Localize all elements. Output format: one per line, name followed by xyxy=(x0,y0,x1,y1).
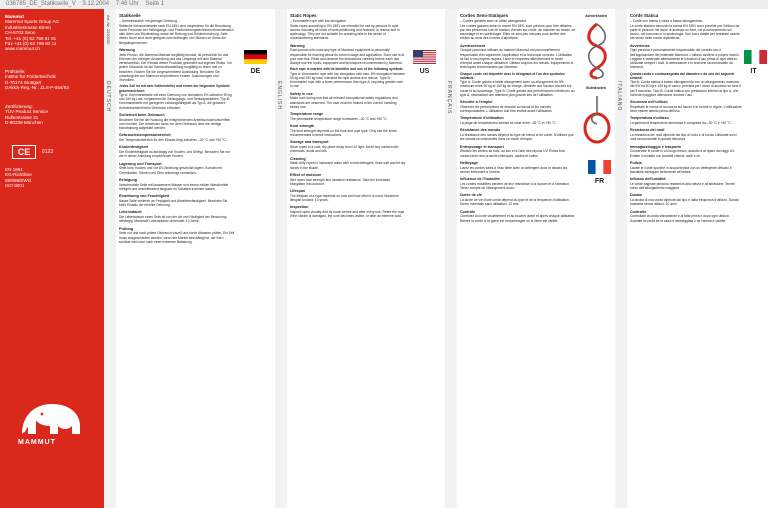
col-heading: Gebrauchstemperaturbereich xyxy=(119,133,171,138)
col-para: Les cordes gainées selon la norme EN 1891 sont prévues pour être utilisées par des personnes lors de travaux d'accès sur corde, de maintien au travail, de sauvetage et en spéléologie. Elles ne sont pas conçues pour arrêter des chutes au sens des normes d'alpinisme. xyxy=(460,23,576,41)
lang-strip-fr xyxy=(445,9,457,508)
col-heading: Durée de vie xyxy=(460,193,482,198)
company-line: Mammut xyxy=(5,14,24,19)
testing-line: D-70174 Stuttgart xyxy=(5,79,42,85)
article-number: Art.-Nr. 2220000 xyxy=(106,15,111,45)
col-heading: Lebensdauer xyxy=(119,210,142,215)
certification-body xyxy=(5,104,48,126)
col-para: Stockez les cordes au frais, au sec et à l'abri des rayons UV. Évitez tout contact avec des produits chimiques, acides et huiles. xyxy=(460,149,565,158)
testing-line: DAkkS-Reg.-Nr.: ZLS-P-054/93 xyxy=(5,85,69,91)
flag-it-icon xyxy=(744,50,767,64)
column-italian xyxy=(630,14,742,223)
figure-eight-knot-icon xyxy=(582,22,612,80)
lang-label-fr: FRANÇAIS xyxy=(446,81,452,115)
flag-us-icon xyxy=(413,50,436,64)
col-heading: Avvertenza xyxy=(630,43,650,48)
slug-text: 036785_DE_Statikseile_V 3.12.2004 7:46 Uhr Seite 1 xyxy=(6,1,165,7)
col-subtitle: – Gemeinfasslich mit geringer Dehnung xyxy=(119,19,177,24)
col-para: The lifespan of a rope depends on how and how often it is used. Maximum lifespan unused: 10 years. xyxy=(290,193,399,202)
col-para: La plage de températures admise se situe entre –30 °C et +50 °C. xyxy=(460,121,557,125)
company-line: www.mammut.ch xyxy=(5,46,40,52)
col-heading: Cleaning xyxy=(290,156,306,161)
norm-list xyxy=(5,167,32,189)
col-para: The permissible temperature range is between –30 °C and +50 °C. xyxy=(290,116,388,121)
col-subtitle: – Kernmantel rope with low elongation xyxy=(290,19,346,24)
cert-line: Zertifizierung: xyxy=(5,104,33,109)
col-para: La durée de vie d'une corde dépend du type et de la fréquence d'utilisation. Durée maximale sans utilisation: 10 ans. xyxy=(460,198,570,207)
col-subtitle: – Corde con anima e calza a basso allungamento xyxy=(630,19,703,24)
cert-line: Ridlerstrasse 31 xyxy=(5,114,39,120)
col-para: Die Lebensdauer eines Seils ist von der Art und Häufigkeit der Benutzung abhängig. Maximale Lebensdauer unbenutzt: 10 Jahre. xyxy=(119,215,227,224)
ce-number: 0123 xyxy=(42,149,54,155)
col-heading: Influsso dell'umidità xyxy=(630,177,666,181)
col-title: Statikseile xyxy=(119,13,141,18)
col-para: Wash dirty ropes in lukewarm water with a mild detergent, rinse well and let dry slowly in the shade. xyxy=(290,161,406,170)
col-heading: Warning xyxy=(290,43,305,48)
col-para: Controllate la corda visivamente e al tatto prima e dopo ogni utilizzo. Scartate la corda se la calza è danneggiata o se l'anima è visibile. xyxy=(630,214,730,223)
testing-line: Prüfstelle: xyxy=(5,69,26,74)
cert-line: D-80339 München xyxy=(5,120,43,126)
col-heading: Nettoyage xyxy=(460,160,478,165)
col-para: Each person who uses any type of Mammut equipment is personally responsible for learning about its correct usage and application. Such use is at your own risk. Read and observe the instructions carefully before each use. Always use the knots, equipment and techniques recommended by Mammut. xyxy=(290,48,405,65)
col-para: Verschmutzte Seile mit lauwarmem Wasser und einem milden Waschmittel reinigen und anschliessend langsam im Schatten trocknen lassen. xyxy=(119,182,229,191)
lang-label-en: ENGLISH xyxy=(276,81,282,110)
col-para: La durata di una corda dipende dal tipo e dalla frequenza d'utilizzo. Durata massima senza utilizzo: 10 anni. xyxy=(630,198,739,207)
col-para: La résistance des nœuds dépend du type de nœud et de corde. N'utilisez que les nœuds recommandés dans ce mode d'emploi. xyxy=(460,133,574,142)
company-address xyxy=(5,14,59,52)
col-heading: Safety in use xyxy=(290,91,313,96)
company-line: Fax +41 (0) 62 769 83 11 xyxy=(5,41,57,47)
column-english xyxy=(290,14,406,219)
col-para: Typ A: Kernmantelseile mit einer Dehnung von höchstens 5% zwischen 50 kg und 150 kg Last, vorgesehen für Seilzugangs- und Rettungsarbeiten. Typ B: Kernmantelseile mit geringerer Leistungsfähigkeit als Typ A, die grössere Aufmerksamkeit beim Gebrauch erfordern. xyxy=(119,92,232,110)
ce-mark: CE xyxy=(12,145,36,159)
col-para: Lavate le corde sporche in acqua tiepida con un detergente delicato e lasciatele asciugare lentamente all'ombra. xyxy=(630,165,732,174)
lang-strip-en xyxy=(275,9,287,508)
col-para: Nasse Seile verlieren an Festigkeit und Abriebbeständigkeit. Beachten Sie beim Einsatz die erhöhte Dehnung. xyxy=(119,198,228,207)
col-heading: Sicurezza nell'utilizzo xyxy=(630,100,668,104)
col-heading: Prüfung xyxy=(119,226,134,231)
col-para: Seile vor und nach jedem Gebrauch visuell und durch Abtasten prüfen. Ein Seil muss ausgeschieden werden, wenn der Mantel beschädigt ist, der Kern sichtbar wird oder nach einer extremen Belastung. xyxy=(119,231,235,244)
col-heading: Lagerung und Transport xyxy=(119,161,162,166)
column-french xyxy=(460,14,576,223)
knot-title-figure-eight: Achterknoten xyxy=(585,14,607,18)
col-heading: Avertissement xyxy=(460,43,486,48)
col-para: Rispettate le norme di sicurezza sul lavoro e le norme in vigore. L'utilizzatore deve essere istruito prima dell'uso. xyxy=(630,104,742,113)
col-para: Jede Person, die Mammut Material sorgfältig benutzt, ist persönlich für das Erlernen der richtigen Anwendung und des Umgangs mit dem Material verantwortlich. Der Einsatz dieser Produkte geschieht auf eigenes Risiko. Vor jedem Gebrauch ist die Gebrauchsanleitung sorgfältig zu lesen und zu beachten. Nutzen Sie die vorgeschriebene Ausbildung. Benutzen Sie unbedingt die von Mammut empfohlenen Knoten, Ausrüstungen und Techniken. xyxy=(119,52,232,82)
col-heading: Immagazzinaggio e trasporto xyxy=(630,144,682,149)
col-para: Beachten Sie bei der Nutzung die entsprechenden Arbeitsschutzvorschriften und Normen. Der Anwender muss vor dem Gebrauch über die richtige Handhabung aufgeklärt werden. xyxy=(119,117,231,130)
col-heading: Durata xyxy=(630,193,642,198)
col-heading: Storage and transport xyxy=(290,140,329,145)
col-bold: Chaque corde est étiquetée avec le désignant et l'un des symboles suivants: xyxy=(460,71,565,80)
col-bold: Questa corda è contrassegnata dal diametro e da uno dei seguenti simboli: xyxy=(630,71,735,80)
brand-wordmark: MAMMUT xyxy=(18,439,56,446)
col-heading: Résistance des nœuds xyxy=(460,128,501,133)
company-line: Tel. +41 (0) 62 769 81 81 xyxy=(5,35,57,41)
col-para: Observez les prescriptions de sécurité au travail et les normes correspondantes. L'utilisateur doit être instruit avant l'utilisation. xyxy=(460,104,553,113)
col-heading: Einwirkung von Feuchtigkeit xyxy=(119,194,170,198)
col-para: Le corde statiche secondo la norma EN 1891 sono previste per l'utilizzo da parte di persone nei lavori di accesso su fune, nel posizionamento sul lavoro, nel soccorso e in speleologia. Non sono adatte per arrestare cadute nel senso delle norme alpinistiche. xyxy=(630,23,740,41)
lang-strip-it xyxy=(615,9,627,508)
lang-label-it: ITALIANO xyxy=(616,81,622,112)
norm-line: 89/686/EWG xyxy=(5,177,32,183)
mammoth-logo-icon xyxy=(16,396,88,438)
col-heading: Entreposage et transport xyxy=(460,144,504,149)
col-heading: Contrôle xyxy=(460,209,476,214)
testing-line: Institut für Förderttechnik xyxy=(5,74,56,80)
col-para: Make sure during use that all relevant occupational safety regulations and standards are observed. The user must be trained in the correct handling before use. xyxy=(290,96,398,109)
col-heading: Reinigung xyxy=(119,177,138,182)
norm-line: EG-Richtlinie xyxy=(5,172,32,178)
col-para: Statische Kernmantelseile nach EN 1891 sind vorgesehen für die Benutzung durch Personen bei Seilzugangs- und Positionierungstechniken einschliesslich aller Arten von Rückhaltung sowie bei Rettung und Höhlenforschung. Seile dieser Norm sind nicht geeignet zum Auffangen von Stürzen im Sinne der Bergsteigernormen. xyxy=(119,23,234,45)
lang-label-de: DEUTSCH xyxy=(105,81,111,113)
col-para: La resistenza dei nodi dipende dal tipo di nodo e di corda. Utilizzate solo i nodi raccomandati in queste istruzioni. xyxy=(630,133,738,142)
col-para: The knot strength depends on the knot and rope type. Only use the knots recommended in these instructions. xyxy=(290,128,397,137)
norm-line: EN 1891 xyxy=(5,167,23,172)
cert-line: TÜV Product Service xyxy=(5,109,48,115)
col-heading: Knotenfestigkeit xyxy=(119,145,148,150)
col-para: Conservate le corde in un luogo fresco, asciutto e al riparo dai raggi UV. Evitate il contatto con prodotti chimici, acidi e oli. xyxy=(630,149,735,158)
lang-code-it: IT xyxy=(750,68,757,75)
flag-fr-icon xyxy=(588,160,611,174)
col-heading: Inspection xyxy=(290,205,309,210)
flag-stripe xyxy=(413,61,436,62)
testing-body xyxy=(5,69,69,91)
lang-strip-de xyxy=(104,9,116,508)
col-heading: Temperatura d'utilizzo xyxy=(630,116,669,121)
col-para: Seile kühl, trocken und vor UV-Strahlung geschützt lagern. Kontakt mit Chemikalien, Säuren und Ölen unbedingt vermeiden. xyxy=(119,166,222,175)
col-para: Static ropes according to EN 1891 are intended for use by persons in rope access including all kinds of work positioning and restraint, in rescue and in speleology. They are not suitable for arresting falls in the sense of mountaineering standards. xyxy=(290,23,400,41)
col-para: Chaque personne utilisant du matériel Mammut est personnellement responsable d'en apprendre l'application et la technique correcte. L'utilisation se fait à vos propres risques. Lisez et respectez attentivement le mode d'emploi avant chaque utilisation. Utilisez toujours les nœuds, équipements et techniques recommandés par Mammut. xyxy=(460,48,574,70)
col-para: Store ropes in a cool, dry place away from UV light. Avoid any contact with chemicals, acids and oils. xyxy=(290,145,399,154)
lang-code-fr: FR xyxy=(594,178,605,185)
company-line: Industriestrasse Birren xyxy=(5,24,51,30)
col-bold: Jedes Seil ist mit dem Seilhersteller und einem der folgenden Symbole gekennzeichnet: xyxy=(119,84,230,93)
col-para: Le corde bagnate perdono resistenza alla rottura e all'abrasione. Tenete conto dell'allungamento maggiore. xyxy=(630,181,735,190)
col-heading: Lifespan xyxy=(290,189,306,193)
flag-de-icon xyxy=(244,50,267,64)
col-heading: Température d'utilisation xyxy=(460,116,504,121)
lang-code-de: DE xyxy=(250,68,261,75)
col-heading: Sécurité à l'emploi xyxy=(460,100,493,104)
col-heading: Knot strength xyxy=(290,124,315,128)
col-bold: Each rope is marked with its Identifier and one of the following symbols: xyxy=(290,67,404,72)
col-para: Tipo A: Corda statica a basso allungamento con un allungamento massimo del 5% tra 50 kg e 150 kg di carico, prevista per i lavori di accesso su fune e per il soccorso. Tipo B: Corda statica con prestazioni inferiori al tipo A, che richiede maggiore attenzione durante l'uso. xyxy=(630,80,742,97)
knot-title-bowline: Bulinknoten xyxy=(586,86,606,90)
col-para: Inspect ropes visually and by touch before and after every use. Retire the rope if the sheath is damaged, the core becomes visible, or after an extreme load. xyxy=(290,210,405,219)
col-para: Contrôlez la corde visuellement et au toucher avant et après chaque utilisation. Retirez la corde si la gaine est endommagée ou si l'âme est visible. xyxy=(460,214,576,223)
col-heading: Controllo xyxy=(630,209,647,214)
col-heading: Resistenza dei nodi xyxy=(630,128,665,133)
col-subtitle: – Cordes gainées avec un faible allongement xyxy=(460,19,526,24)
flag-stripe xyxy=(413,59,436,60)
col-para: Lavez les cordes sales à l'eau tiède avec un détergent doux et laissez-les sécher lentement à l'ombre. xyxy=(460,165,568,174)
column-german xyxy=(119,14,235,244)
col-para: Der Temperaturbereich für den Einsatz liegt zwischen –30 °C und +50 °C. xyxy=(119,138,227,142)
col-heading: Temperature range xyxy=(290,112,324,116)
col-para: La gamma di temperature ammessa è compresa tra –30 °C e +50 °C. xyxy=(630,121,732,125)
company-line: Mammut Sports Group AG xyxy=(5,19,60,25)
bowline-knot-icon xyxy=(580,94,614,146)
col-heading: Sicherheit beim Gebrauch xyxy=(119,112,165,117)
col-para: Les cordes mouillées perdent de leur résistance à la rupture et à l'abrasion. Tenez compte de l'allongement accru. xyxy=(460,181,570,190)
col-heading: Influence de l'humidité xyxy=(460,177,500,181)
company-sidebar xyxy=(0,9,104,508)
col-para: Ogni persona è personalmente responsabile del corretto uso e dell'applicazione del materiale Mammut. L'utilizzo avviene a proprio rischio. Leggete e osservate attentamente le istruzioni d'uso prima di ogni utilizzo. Utilizzate sempre i nodi, le attrezzature e le tecniche raccomandate da Mammut. xyxy=(630,48,740,70)
col-para: Die Knotenfestigkeit ist abhängig von Knoten- und Seiltyp. Benutzen Sie nur die in dieser Anleitung empfohlenen Knoten. xyxy=(119,150,231,159)
norm-line: ISO 9001 xyxy=(5,183,25,189)
lang-code-us: US xyxy=(419,68,430,75)
col-para: Wet ropes lose strength and abrasion resistance. Take the increased elongation into account. xyxy=(290,177,391,186)
col-para: Type A: Corde gainée à faible allongement avec un allongement de 5% maximum entre 50 kg et 150 kg de charge, destinée aux travaux d'accès sur corde et au sauvetage. Type B: Corde gainée aux performances inférieures au type A, nécessitant une attention plus grande lors de l'utilisation. xyxy=(460,80,575,97)
col-title: Corde Statica xyxy=(630,13,659,18)
col-heading: Pulizia xyxy=(630,160,642,165)
col-heading: Warnung xyxy=(119,47,135,52)
col-title: Cordes Semi-Statiques xyxy=(460,13,509,18)
col-para: Type A: Kernmantel rope with low elongation with max. 5% elongation between 50 kg and 150 kg load, intended for rope access and rescue. Type B: Kernmantel rope with a lower performance than type A, requiring greater care in use. xyxy=(290,71,406,89)
flag-stripe xyxy=(413,63,436,64)
print-slug xyxy=(0,0,768,9)
col-title: Static Ropes xyxy=(290,13,317,18)
col-heading: Effect of moisture xyxy=(290,172,322,177)
company-line: CH-5703 Seon xyxy=(5,30,36,36)
